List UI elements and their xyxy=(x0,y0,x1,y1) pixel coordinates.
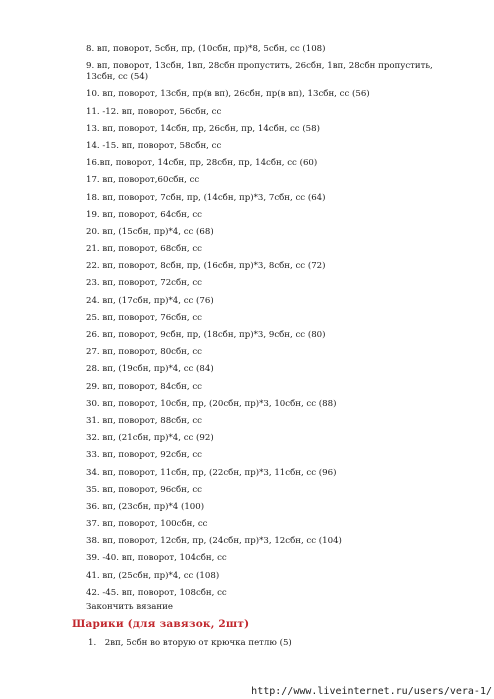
instruction-step: 11. -12. вп, поворот, 56сбн, сс xyxy=(86,106,222,117)
instruction-step: 13. вп, поворот, 14сбн, пр, 26сбн, пр, 14сбн, сс (58) xyxy=(86,123,320,134)
instruction-step: 30. вп, поворот, 10сбн, пр, (20сбн, пр)*3, 10сбн, сс (88) xyxy=(86,398,337,409)
instruction-step: 24. вп, (17сбн, пр)*4, сс (76) xyxy=(86,295,214,306)
instruction-step: 22. вп, поворот, 8сбн, пр, (16сбн, пр)*3, 8сбн, сс (72) xyxy=(86,261,326,272)
instruction-step: 39. -40. вп, поворот, 104сбн, сс xyxy=(86,553,227,564)
section-step-text: 2вп, 5сбн во вторую от крючка петлю (5) xyxy=(104,638,292,648)
instruction-step: 25. вп, поворот, 76сбн, сс xyxy=(86,312,202,323)
instruction-step: 9. вп, поворот, 13сбн, 1вп, 28сбн пропустить, 26сбн, 1вп, 28сбн пропустить, 13сбн, сс (54) xyxy=(86,61,433,83)
instruction-step: 42. -45. вп, поворот, 108сбн, сс xyxy=(86,587,227,598)
instruction-step: 38. вп, поворот, 12сбн, пр, (24сбн, пр)*3, 12сбн, сс (104) xyxy=(86,536,342,547)
instruction-step: 41. вп, (25сбн, пр)*4, сс (108) xyxy=(86,570,220,581)
instruction-step: 27. вп, поворот, 80сбн, сс xyxy=(86,347,202,358)
instruction-step: 8. вп, поворот, 5сбн, пр, (10сбн, пр)*8, 5сбн, сс (108) xyxy=(86,44,326,54)
instruction-step: 31. вп, поворот, 88сбн, сс xyxy=(86,415,202,426)
instruction-step: 23. вп, поворот, 72сбн, сс xyxy=(86,278,202,289)
instruction-step: 37. вп, поворот, 100сбн, сс xyxy=(86,519,208,530)
instruction-step: 19. вп, поворот, 64сбн, сс xyxy=(86,209,202,220)
instruction-step: 33. вп, поворот, 92сбн, сс xyxy=(86,450,202,461)
section-title: Шарики (для завязок, 2шт) xyxy=(72,618,250,630)
section-step-number: 1. xyxy=(88,638,97,648)
instruction-step: 32. вп, (21сбн, пр)*4, сс (92) xyxy=(86,433,214,444)
instruction-list xyxy=(86,44,456,605)
instruction-step: 17. вп, поворот,60сбн, сс xyxy=(86,175,200,186)
instruction-step: 14. -15. вп, поворот, 58сбн, сс xyxy=(86,140,222,151)
instruction-step: 21. вп, поворот, 68сбн, сс xyxy=(86,244,202,255)
instruction-step: 36. вп, (23сбн, пр)*4 (100) xyxy=(86,501,205,512)
instruction-step: 26. вп, поворот, 9сбн, пр, (18сбн, пр)*3, 9сбн, сс (80) xyxy=(86,330,326,340)
footer-url: http://www.liveinternet.ru/users/vera-1/ xyxy=(251,686,492,697)
instruction-step: 28. вп, (19сбн, пр)*4, сс (84) xyxy=(86,364,214,375)
instruction-step: 29. вп, поворот, 84сбн, сс xyxy=(86,381,202,392)
section-step xyxy=(88,638,292,649)
instruction-step: 18. вп, поворот, 7сбн, пр, (14сбн, пр)*3, 7сбн, сс (64) xyxy=(86,192,326,203)
instruction-step: 10. вп, поворот, 13сбн, пр(в вп), 26сбн, пр(в вп), 13сбн, сс (56) xyxy=(86,89,370,100)
instruction-step: 20. вп, (15сбн, пр)*4, сс (68) xyxy=(86,226,214,237)
instruction-step: 16.вп, поворот, 14сбн, пр, 28сбн, пр, 14сбн, сс (60) xyxy=(86,158,318,169)
instruction-step: 35. вп, поворот, 96сбн, сс xyxy=(86,484,202,495)
instruction-step: 34. вп, поворот, 11сбн, пр, (22сбн, пр)*3, 11сбн, сс (96) xyxy=(86,467,337,478)
finish-instruction: Закончить вязание xyxy=(86,602,173,612)
